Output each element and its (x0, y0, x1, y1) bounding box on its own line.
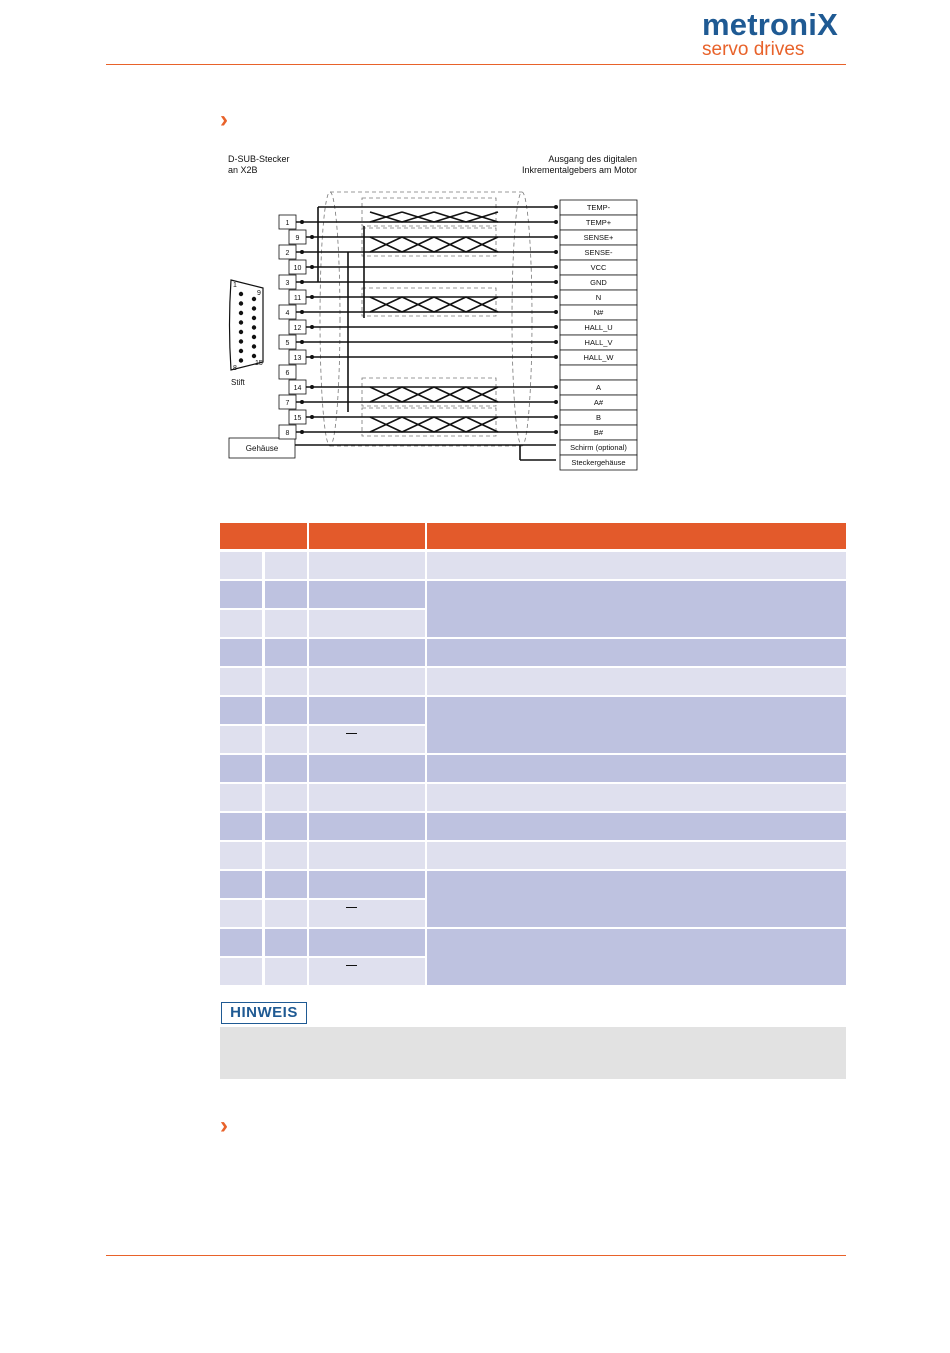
signal-box (560, 455, 637, 470)
signal-label: TEMP- (586, 203, 611, 212)
table-cell (309, 639, 425, 666)
signal-box (560, 395, 637, 410)
pin-number: 5 (285, 340, 290, 347)
pin-box-5 (279, 335, 296, 349)
table-cell (220, 784, 262, 811)
table-cell (220, 581, 262, 608)
pin-box-12 (289, 320, 306, 334)
pin-box-10 (289, 260, 306, 274)
table-cell (309, 552, 425, 579)
table-description-cell (427, 668, 846, 695)
pin-number: 11 (293, 295, 302, 302)
signal-box (560, 335, 637, 350)
section-chevron-icon: › (220, 106, 228, 133)
table-cell (309, 697, 425, 724)
table-description-cell (427, 552, 846, 579)
table-cell (220, 958, 262, 985)
table-description-cell (427, 639, 846, 666)
table-cell (309, 726, 425, 753)
notice-box (220, 1027, 846, 1079)
dsub-connector-icon (230, 280, 264, 372)
table-cell (309, 668, 425, 695)
pin-box-3 (279, 275, 296, 289)
table-cell (265, 958, 307, 985)
table-cell (220, 842, 262, 869)
signal-box (560, 260, 637, 275)
connector-pin-label-9: 9 (257, 290, 261, 297)
pin-number: 14 (293, 385, 302, 392)
signal-box (560, 230, 637, 245)
table-cell (265, 842, 307, 869)
pin-number: 4 (285, 310, 290, 317)
table-cell (309, 871, 425, 898)
signal-box (560, 305, 637, 320)
signal-box (560, 245, 637, 260)
signal-box (560, 425, 637, 440)
table-description-cell (427, 813, 846, 840)
table-cell (265, 581, 307, 608)
pin-box-7 (279, 395, 296, 409)
brand-logo (700, 6, 850, 58)
signal-box (560, 215, 637, 230)
table-cell (309, 958, 425, 985)
right-title-line2: Inkrementalgebers am Motor (521, 165, 637, 175)
pin-box-6 (279, 365, 296, 379)
overline-mark (346, 733, 357, 734)
table-cell (265, 552, 307, 579)
connector-label: Stift (231, 378, 245, 387)
pin-box-2 (279, 245, 296, 259)
pin-box-15 (289, 410, 306, 424)
table-description-cell (427, 871, 846, 927)
connector-pin-label-15: 15 (255, 360, 263, 367)
signal-box (560, 380, 637, 395)
pin-number: 2 (285, 250, 290, 257)
connector-pin-label-8: 8 (233, 365, 237, 372)
table-cell (220, 697, 262, 724)
table-cell (265, 610, 307, 637)
table-description-cell (427, 842, 846, 869)
table-cell (309, 581, 425, 608)
table-cell (265, 813, 307, 840)
brand-tagline: servo drives (702, 39, 805, 60)
pin-number: 9 (295, 235, 300, 242)
pin-number: 1 (285, 220, 290, 227)
overline-mark (346, 965, 357, 966)
header-divider (106, 64, 846, 65)
pin-number: 3 (285, 280, 290, 287)
table-cell (220, 552, 262, 579)
table-cell (220, 610, 262, 637)
table-cell (220, 900, 262, 927)
signal-box (560, 410, 637, 425)
connector-pin-label-1: 1 (233, 282, 237, 289)
signal-label: GND (590, 278, 607, 287)
pin-number: 8 (285, 430, 290, 437)
pin-number: 6 (285, 370, 290, 377)
pin-box-1 (279, 215, 296, 229)
table-cell (220, 813, 262, 840)
signal-box (560, 365, 637, 380)
table-cell (309, 929, 425, 956)
table-cell (265, 668, 307, 695)
signal-label: N (595, 293, 602, 302)
signal-label: N# (593, 308, 604, 317)
pin-table (220, 523, 846, 983)
signal-box (560, 290, 637, 305)
signal-label: Schirm (optional) (570, 443, 627, 452)
signal-label: HALL_W (583, 353, 614, 362)
pin-number: 15 (293, 415, 302, 422)
pin-number: 12 (293, 325, 302, 332)
signal-label: TEMP+ (585, 218, 612, 227)
table-description-cell (427, 784, 846, 811)
pin-box-4 (279, 305, 296, 319)
brand-name: metroniX (702, 7, 838, 42)
signal-label: B# (593, 428, 604, 437)
table-cell (309, 813, 425, 840)
pin-box-13 (289, 350, 306, 364)
footer-divider (106, 1255, 846, 1256)
notice-label: HINWEIS (221, 1002, 307, 1024)
table-cell (220, 668, 262, 695)
table-cell (220, 755, 262, 782)
table-cell (309, 842, 425, 869)
table-header-signal (309, 523, 425, 549)
signal-box (560, 275, 637, 290)
overline-mark (346, 907, 357, 908)
pin-box-8 (279, 425, 296, 439)
table-cell (265, 755, 307, 782)
table-description-cell (427, 929, 846, 985)
table-description-cell (427, 755, 846, 782)
table-cell (309, 610, 425, 637)
table-cell (265, 726, 307, 753)
table-cell (265, 697, 307, 724)
signal-box (560, 200, 637, 215)
table-cell (265, 900, 307, 927)
table-cell (265, 784, 307, 811)
signal-box (560, 320, 637, 335)
signal-label: SENSE+ (583, 233, 614, 242)
pin-box-9 (289, 230, 306, 244)
section-chevron-icon-2: › (220, 1112, 228, 1139)
signal-label: SENSE- (584, 248, 613, 257)
table-cell (220, 639, 262, 666)
signal-label: A (595, 383, 602, 392)
signal-label: HALL_U (584, 323, 613, 332)
right-title-line1: Ausgang des digitalen (548, 154, 637, 164)
pin-box-11 (289, 290, 306, 304)
table-description-cell (427, 697, 846, 753)
signal-label: VCC (590, 263, 607, 272)
table-cell (265, 639, 307, 666)
table-cell (309, 755, 425, 782)
table-header-pin (220, 523, 307, 549)
pin-box-14 (289, 380, 306, 394)
signal-box (560, 350, 637, 365)
table-cell (309, 784, 425, 811)
signal-label: B (595, 413, 602, 422)
table-cell (265, 929, 307, 956)
table-cell (265, 871, 307, 898)
signal-label: A# (593, 398, 604, 407)
table-header-description (427, 523, 846, 549)
left-title-line2: an X2B (228, 165, 258, 175)
table-cell (309, 900, 425, 927)
table-description-cell (427, 581, 846, 637)
table-cell (220, 726, 262, 753)
housing-label: Gehäuse (245, 444, 279, 453)
signal-label: Steckergehäuse (571, 458, 626, 467)
table-cell (220, 929, 262, 956)
pin-number: 7 (285, 400, 290, 407)
pin-number: 13 (293, 355, 302, 362)
pin-number: 10 (293, 265, 302, 272)
left-title-line1: D-SUB-Stecker (228, 154, 290, 164)
signal-box (560, 440, 637, 455)
signal-label: HALL_V (584, 338, 613, 347)
table-cell (220, 871, 262, 898)
